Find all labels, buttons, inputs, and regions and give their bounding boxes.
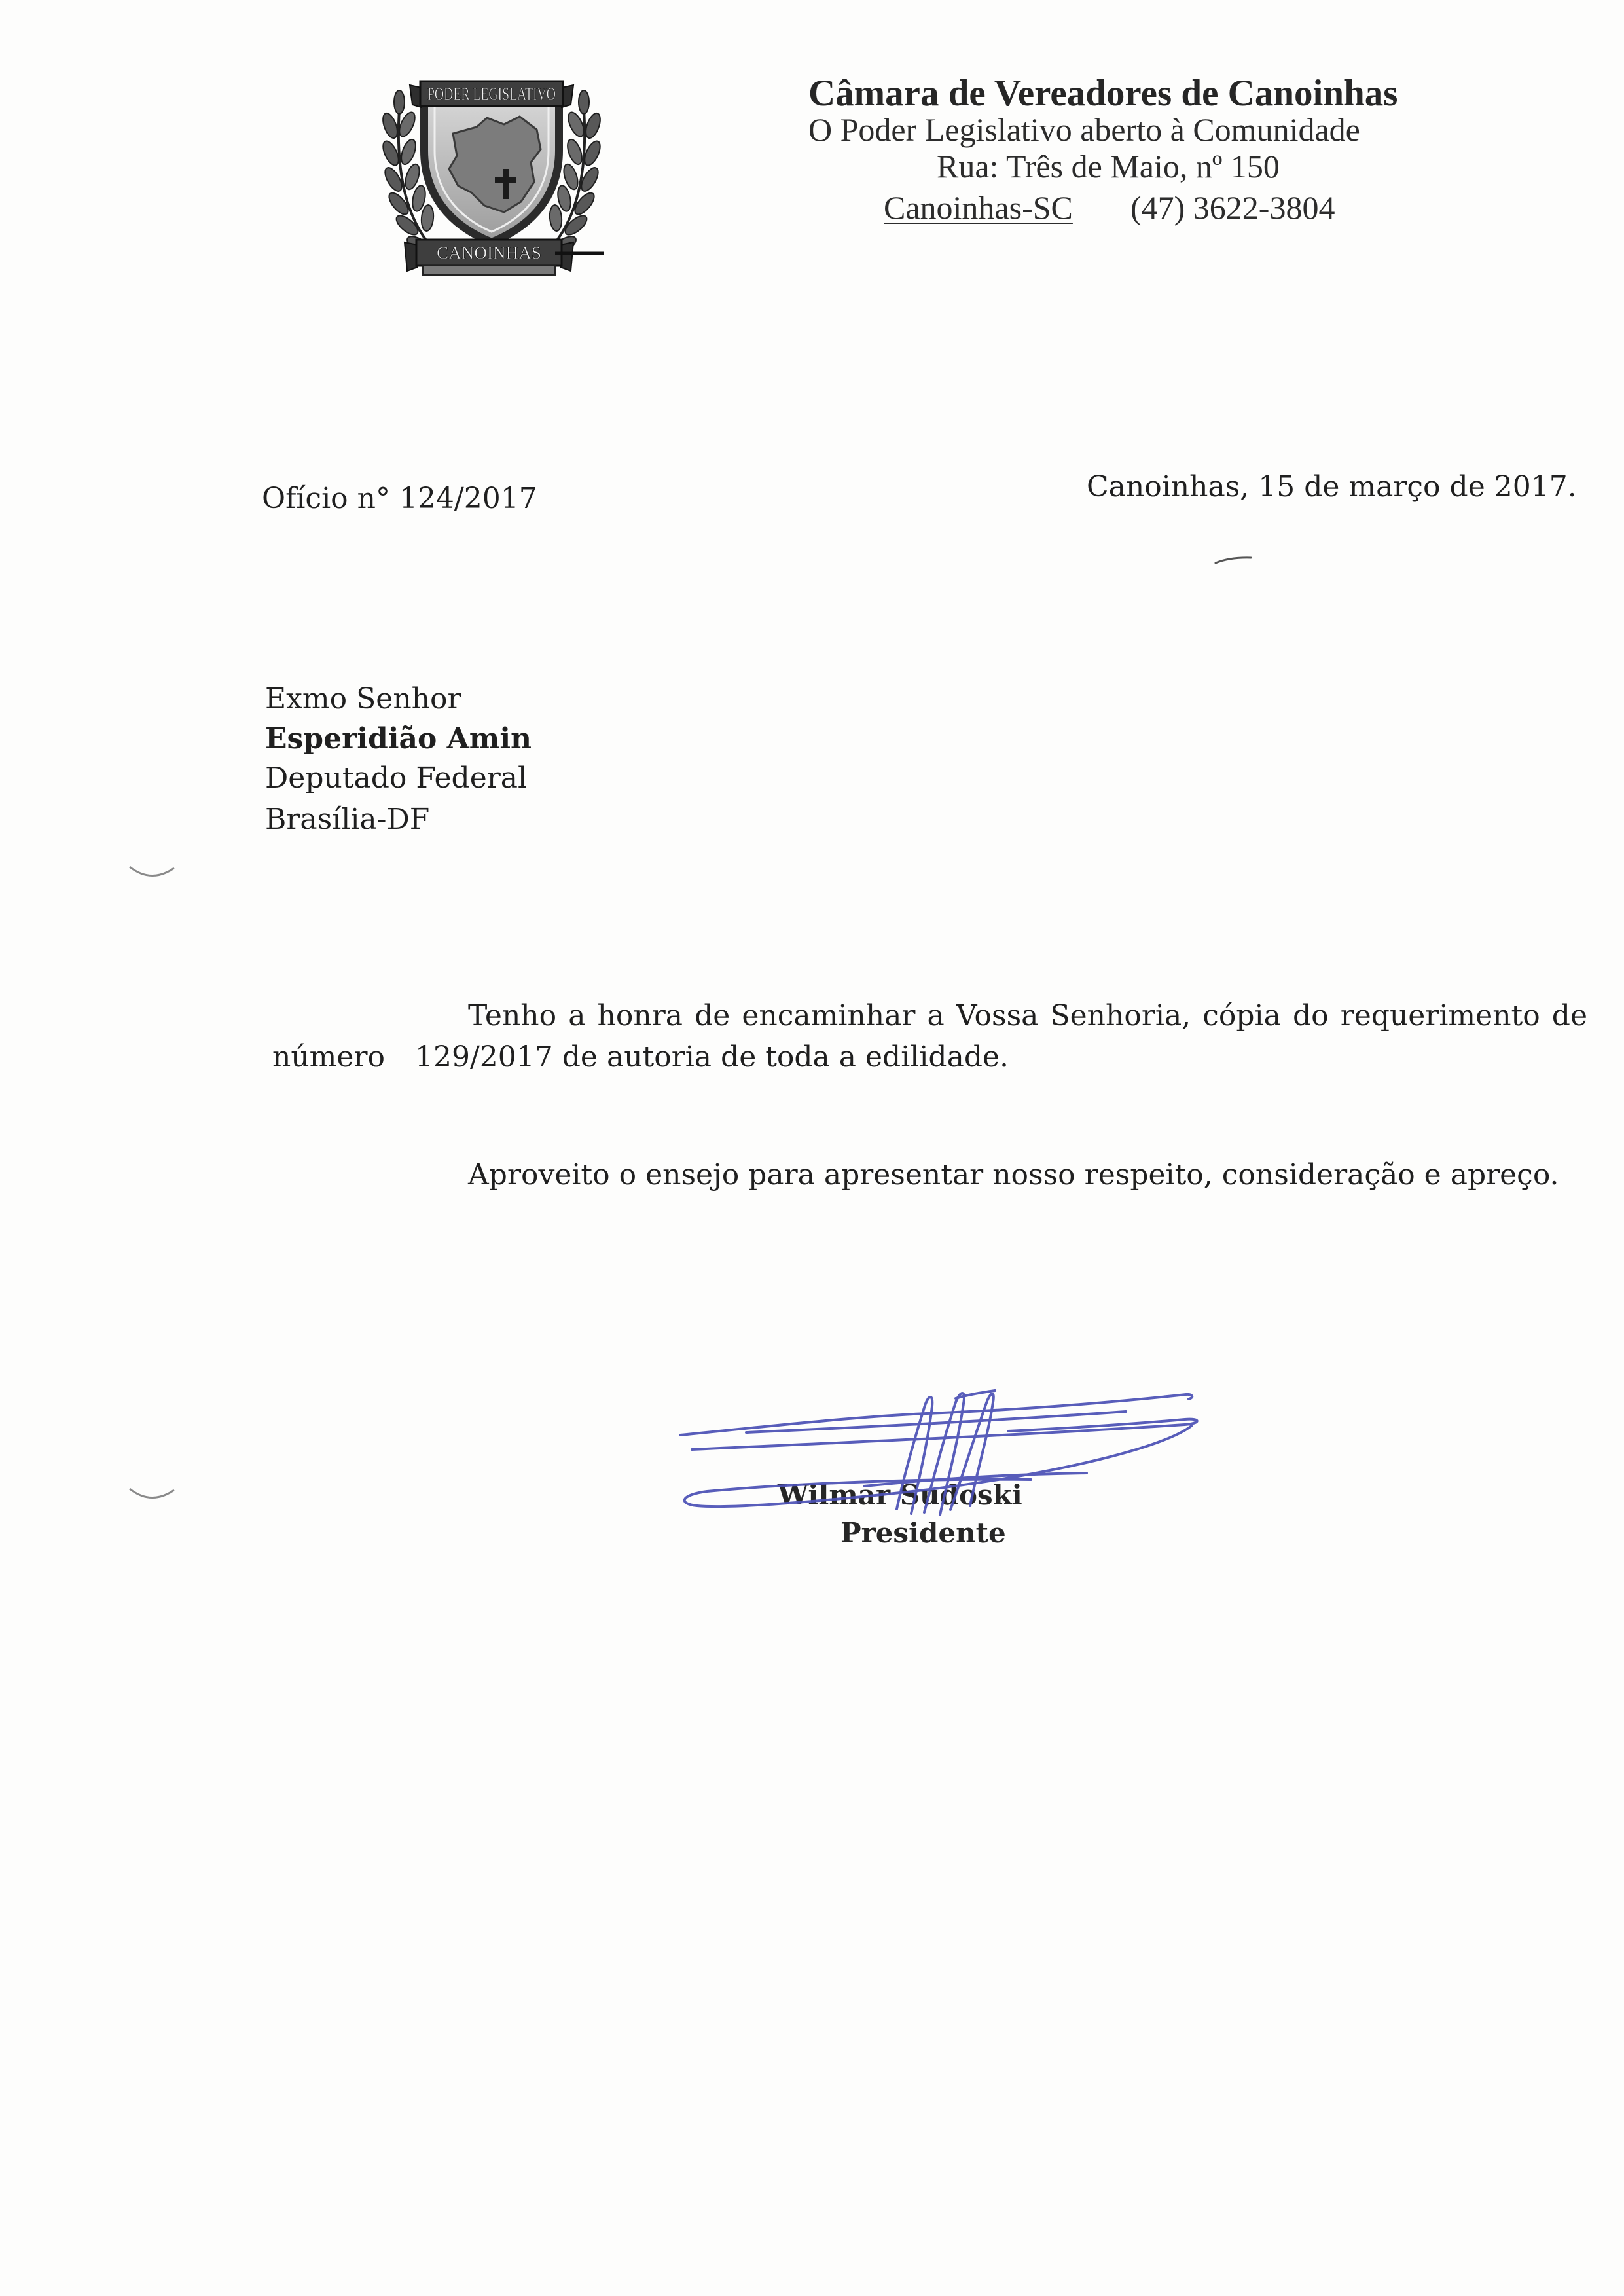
institution-name: Câmara de Vereadores de Canoinhas <box>808 73 1398 114</box>
institution-phone: (47) 3622-3804 <box>1130 189 1335 226</box>
logo-bottom-banner <box>405 240 573 275</box>
body-paragraph-1-line-1: Tenho a honra de encaminhar a Vossa Senhoria, cópia do requerimento de <box>468 999 1587 1032</box>
institution-address: Rua: Três de Maio, nº 150 <box>937 148 1280 185</box>
institution-city: Canoinhas-SC <box>884 189 1073 226</box>
recipient-location: Brasília-DF <box>265 803 430 836</box>
recipient-salutation: Exmo Senhor <box>265 682 461 716</box>
signer-name: Wilmar Sudoski <box>778 1479 1022 1511</box>
document-reference-number: Ofício n° 124/2017 <box>262 482 537 515</box>
recipient-name: Esperidião Amin <box>265 722 532 756</box>
logo-top-banner <box>410 81 573 107</box>
logo-bottom-banner-text: CANOINHAS <box>437 244 541 263</box>
scan-stray-mark <box>1214 554 1254 566</box>
signer-role: Presidente <box>840 1517 1006 1549</box>
punch-hole-mark <box>128 1485 177 1504</box>
institution-tagline: O Poder Legislativo aberto à Comunidade <box>808 111 1360 148</box>
body-paragraph-1-line-2-rest: 129/2017 de autoria de toda a edilidade. <box>415 1040 1009 1074</box>
body-paragraph-2: Aproveito o ensejo para apresentar nosso respeito, consideração e apreço. <box>468 1158 1559 1192</box>
body-paragraph-1-line-2-lead: número <box>272 1040 385 1074</box>
chamber-emblem-logo <box>380 71 604 280</box>
logo-top-banner-text: PODER LEGISLATIVO <box>427 84 556 103</box>
date-line: Canoinhas, 15 de março de 2017. <box>1087 470 1577 503</box>
punch-hole-mark <box>128 863 177 883</box>
handwritten-signature <box>668 1375 1204 1532</box>
recipient-title: Deputado Federal <box>265 761 528 795</box>
